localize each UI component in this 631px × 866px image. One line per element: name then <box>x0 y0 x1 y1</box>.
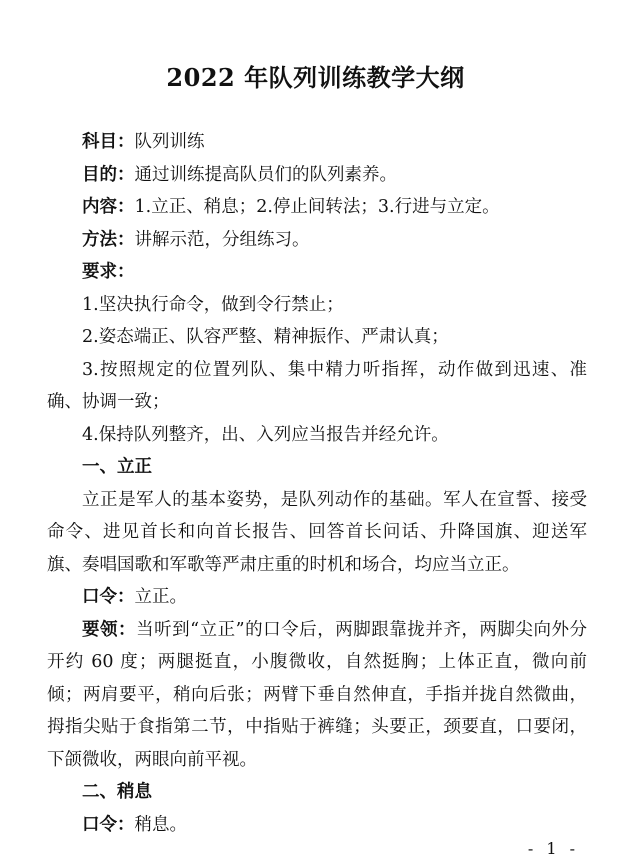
requirement-item: 1.坚决执行命令，做到令行禁止； <box>82 294 344 315</box>
method-line <box>47 224 587 257</box>
method-label: 方法： <box>82 229 135 250</box>
purpose-value: 通过训练提高队员们的队列素养。 <box>134 164 397 185</box>
content-line <box>47 191 587 224</box>
requirement-item: 4.保持队列整齐，出、入列应当报告并经允许。 <box>82 424 449 445</box>
requirement-item: 2.姿态端正、队容严整、精神振作、严肃认真； <box>82 327 449 347</box>
method-value: 讲解示范，分组练习。 <box>134 229 310 250</box>
at-ease-command-label: 口令： <box>82 814 135 835</box>
document-title: 2022 年队列训练教学大纲 <box>166 63 465 92</box>
requirements-label: 要求： <box>82 262 135 282</box>
purpose-line <box>47 159 587 192</box>
section-heading-at-ease: 二、稍息 <box>82 782 152 802</box>
requirement-item: 3.按照规定的位置列队、集中精力听指挥，动作做到迅速、准确、协调一致； <box>47 359 587 412</box>
document-body <box>47 126 587 841</box>
attention-essentials-value: 当听到“立正”的口令后，两脚跟靠拢并齐，两脚尖向外分开约 60 度；两腿挺直，小腹微收，自然挺胸；上体正直，微向前倾；两肩要平，稍向后张；两臂下垂自然伸直，手指并拢自然微曲，拇指尖贴于食指第二节，中指贴于裤缝；头要正，颈要直，口要闭，下颌微收，两眼向前平视。 <box>47 619 587 770</box>
page-number: - 1 - <box>527 839 579 858</box>
attention-essentials-label: 要领： <box>82 619 137 640</box>
requirements-heading <box>47 256 587 289</box>
attention-intro-paragraph: 立正是军人的基本姿势，是队列动作的基础。军人在宣誓、接受命令、进见首长和向首长报告、回答首长问话、升降国旗、迎送军旗、奏唱国歌和军歌等严肃庄重的时机和场合，均应当立正。 <box>47 489 587 575</box>
subject-line <box>47 126 587 159</box>
content-value: 1.立正、稍息；2.停止间转法；3.行进与立定。 <box>134 197 500 217</box>
subject-label: 科目： <box>82 132 135 152</box>
attention-command-line <box>47 581 587 614</box>
attention-command-value: 立正。 <box>134 587 187 607</box>
purpose-label: 目的： <box>82 164 135 185</box>
at-ease-command-value: 稍息。 <box>134 814 187 835</box>
section-heading-attention: 一、立正 <box>82 457 152 477</box>
attention-essentials-paragraph <box>47 614 587 777</box>
at-ease-command-line <box>47 809 587 842</box>
subject-value: 队列训练 <box>134 132 205 152</box>
content-label: 内容： <box>82 197 135 217</box>
attention-command-label: 口令： <box>82 587 135 607</box>
